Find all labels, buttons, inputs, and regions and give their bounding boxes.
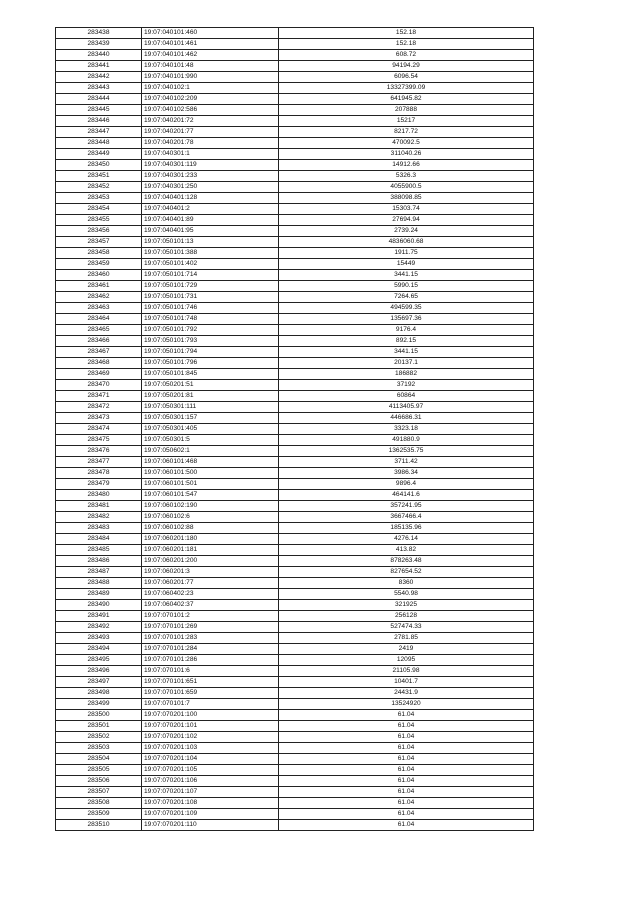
table-row xyxy=(56,523,534,534)
value-cell: 9896.4 xyxy=(279,479,534,490)
row-id-cell: 283443 xyxy=(56,83,142,94)
row-id-cell: 283501 xyxy=(56,721,142,732)
table-row xyxy=(56,281,534,292)
value-cell: 321925 xyxy=(279,600,534,611)
row-id-cell: 283506 xyxy=(56,776,142,787)
table-row xyxy=(56,534,534,545)
cadastral-number-cell: 19:07:060101:501 xyxy=(142,479,279,490)
value-cell: 61.04 xyxy=(279,710,534,721)
value-cell: 61.04 xyxy=(279,732,534,743)
row-id-cell: 283488 xyxy=(56,578,142,589)
cadastral-number-cell: 19:07:070101:6 xyxy=(142,666,279,677)
value-cell: 470092.5 xyxy=(279,138,534,149)
cadastral-number-cell: 19:07:050101:794 xyxy=(142,347,279,358)
table-row xyxy=(56,446,534,457)
table-row xyxy=(56,611,534,622)
table-row xyxy=(56,226,534,237)
table-row xyxy=(56,391,534,402)
value-cell: 4113405.97 xyxy=(279,402,534,413)
row-id-cell: 283509 xyxy=(56,809,142,820)
cadastral-number-cell: 19:07:050101:731 xyxy=(142,292,279,303)
row-id-cell: 283456 xyxy=(56,226,142,237)
row-id-cell: 283492 xyxy=(56,622,142,633)
value-cell: 527474.33 xyxy=(279,622,534,633)
cadastral-number-cell: 19:07:040101:462 xyxy=(142,50,279,61)
row-id-cell: 283481 xyxy=(56,501,142,512)
row-id-cell: 283465 xyxy=(56,325,142,336)
cadastral-number-cell: 19:07:070101:284 xyxy=(142,644,279,655)
table-row xyxy=(56,820,534,831)
value-cell: 61.04 xyxy=(279,787,534,798)
table-row xyxy=(56,578,534,589)
table-row xyxy=(56,50,534,61)
row-id-cell: 283473 xyxy=(56,413,142,424)
value-cell: 13327399.09 xyxy=(279,83,534,94)
cadastral-number-cell: 19:07:050101:796 xyxy=(142,358,279,369)
table-row xyxy=(56,303,534,314)
table-row xyxy=(56,28,534,39)
value-cell: 311040.26 xyxy=(279,149,534,160)
table-row xyxy=(56,457,534,468)
cadastral-number-cell: 19:07:040401:95 xyxy=(142,226,279,237)
cadastral-number-cell: 19:07:050101:402 xyxy=(142,259,279,270)
table-row xyxy=(56,160,534,171)
value-cell: 878263.48 xyxy=(279,556,534,567)
table-row xyxy=(56,171,534,182)
value-cell: 61.04 xyxy=(279,776,534,787)
row-id-cell: 283508 xyxy=(56,798,142,809)
cadastral-number-cell: 19:07:040301:1 xyxy=(142,149,279,160)
cadastral-number-cell: 19:07:070201:105 xyxy=(142,765,279,776)
row-id-cell: 283485 xyxy=(56,545,142,556)
row-id-cell: 283467 xyxy=(56,347,142,358)
cadastral-number-cell: 19:07:070101:286 xyxy=(142,655,279,666)
row-id-cell: 283482 xyxy=(56,512,142,523)
cadastral-number-cell: 19:07:070101:7 xyxy=(142,699,279,710)
table-row xyxy=(56,556,534,567)
value-cell: 135697.36 xyxy=(279,314,534,325)
row-id-cell: 283495 xyxy=(56,655,142,666)
cadastral-number-cell: 19:07:070201:108 xyxy=(142,798,279,809)
table-row xyxy=(56,182,534,193)
value-cell: 2781.85 xyxy=(279,633,534,644)
cadastral-number-cell: 19:07:070201:103 xyxy=(142,743,279,754)
row-id-cell: 283505 xyxy=(56,765,142,776)
row-id-cell: 283491 xyxy=(56,611,142,622)
row-id-cell: 283483 xyxy=(56,523,142,534)
cadastral-number-cell: 19:07:040102:586 xyxy=(142,105,279,116)
table-row xyxy=(56,39,534,50)
row-id-cell: 283507 xyxy=(56,787,142,798)
cadastral-number-cell: 19:07:060101:547 xyxy=(142,490,279,501)
value-cell: 61.04 xyxy=(279,820,534,831)
row-id-cell: 283472 xyxy=(56,402,142,413)
value-cell: 256128 xyxy=(279,611,534,622)
table-row xyxy=(56,809,534,820)
table-row xyxy=(56,743,534,754)
row-id-cell: 283450 xyxy=(56,160,142,171)
value-cell: 24431.9 xyxy=(279,688,534,699)
table-row xyxy=(56,193,534,204)
cadastral-number-cell: 19:07:050301:405 xyxy=(142,424,279,435)
value-cell: 3441.15 xyxy=(279,270,534,281)
cadastral-number-cell: 19:07:040401:2 xyxy=(142,204,279,215)
row-id-cell: 283477 xyxy=(56,457,142,468)
cadastral-number-cell: 19:07:070201:102 xyxy=(142,732,279,743)
cadastral-number-cell: 19:07:050301:111 xyxy=(142,402,279,413)
row-id-cell: 283455 xyxy=(56,215,142,226)
cadastral-number-cell: 19:07:050101:792 xyxy=(142,325,279,336)
cadastral-number-cell: 19:07:040401:89 xyxy=(142,215,279,226)
row-id-cell: 283478 xyxy=(56,468,142,479)
value-cell: 61.04 xyxy=(279,765,534,776)
table-row xyxy=(56,237,534,248)
value-cell: 185135.96 xyxy=(279,523,534,534)
row-id-cell: 283453 xyxy=(56,193,142,204)
table-row xyxy=(56,204,534,215)
value-cell: 37192 xyxy=(279,380,534,391)
value-cell: 14912.66 xyxy=(279,160,534,171)
table-row xyxy=(56,644,534,655)
value-cell: 3667466.4 xyxy=(279,512,534,523)
table-row xyxy=(56,215,534,226)
cadastral-number-cell: 19:07:050101:714 xyxy=(142,270,279,281)
value-cell: 15217 xyxy=(279,116,534,127)
cadastral-number-cell: 19:07:060201:181 xyxy=(142,545,279,556)
table-row xyxy=(56,336,534,347)
value-cell: 3711.42 xyxy=(279,457,534,468)
row-id-cell: 283479 xyxy=(56,479,142,490)
cadastral-number-cell: 19:07:040301:119 xyxy=(142,160,279,171)
value-cell: 464141.6 xyxy=(279,490,534,501)
value-cell: 357241.95 xyxy=(279,501,534,512)
value-cell: 1911.75 xyxy=(279,248,534,259)
value-cell: 2739.24 xyxy=(279,226,534,237)
table-row xyxy=(56,479,534,490)
value-cell: 8360 xyxy=(279,578,534,589)
table-row xyxy=(56,248,534,259)
table-row xyxy=(56,292,534,303)
table-row xyxy=(56,501,534,512)
cadastral-number-cell: 19:07:050301:5 xyxy=(142,435,279,446)
row-id-cell: 283441 xyxy=(56,61,142,72)
value-cell: 446686.31 xyxy=(279,413,534,424)
value-cell: 7264.65 xyxy=(279,292,534,303)
cadastral-number-cell: 19:07:050101:729 xyxy=(142,281,279,292)
table-row xyxy=(56,622,534,633)
cadastral-number-cell: 19:07:040201:72 xyxy=(142,116,279,127)
row-id-cell: 283484 xyxy=(56,534,142,545)
value-cell: 61.04 xyxy=(279,798,534,809)
value-cell: 827654.52 xyxy=(279,567,534,578)
table-row xyxy=(56,710,534,721)
cadastral-number-cell: 19:07:040301:233 xyxy=(142,171,279,182)
row-id-cell: 283462 xyxy=(56,292,142,303)
cadastral-number-cell: 19:07:070101:283 xyxy=(142,633,279,644)
row-id-cell: 283480 xyxy=(56,490,142,501)
cadastral-number-cell: 19:07:050101:388 xyxy=(142,248,279,259)
row-id-cell: 283490 xyxy=(56,600,142,611)
table-row xyxy=(56,314,534,325)
cadastral-number-cell: 19:07:050101:793 xyxy=(142,336,279,347)
value-cell: 186882 xyxy=(279,369,534,380)
row-id-cell: 283454 xyxy=(56,204,142,215)
table-row xyxy=(56,325,534,336)
row-id-cell: 283464 xyxy=(56,314,142,325)
value-cell: 4055900.5 xyxy=(279,182,534,193)
row-id-cell: 283444 xyxy=(56,94,142,105)
table-row xyxy=(56,688,534,699)
table-row xyxy=(56,765,534,776)
table-row xyxy=(56,72,534,83)
value-cell: 61.04 xyxy=(279,721,534,732)
value-cell: 3323.18 xyxy=(279,424,534,435)
data-table xyxy=(55,27,534,831)
table-row xyxy=(56,468,534,479)
value-cell: 608.72 xyxy=(279,50,534,61)
row-id-cell: 283458 xyxy=(56,248,142,259)
row-id-cell: 283494 xyxy=(56,644,142,655)
table-row xyxy=(56,776,534,787)
value-cell: 494599.35 xyxy=(279,303,534,314)
value-cell: 21105.98 xyxy=(279,666,534,677)
table-row xyxy=(56,149,534,160)
row-id-cell: 283459 xyxy=(56,259,142,270)
table-row xyxy=(56,490,534,501)
cadastral-number-cell: 19:07:050101:746 xyxy=(142,303,279,314)
table-row xyxy=(56,380,534,391)
row-id-cell: 283470 xyxy=(56,380,142,391)
cadastral-number-cell: 19:07:050301:157 xyxy=(142,413,279,424)
row-id-cell: 283498 xyxy=(56,688,142,699)
table-row xyxy=(56,347,534,358)
row-id-cell: 283438 xyxy=(56,28,142,39)
cadastral-number-cell: 19:07:040401:128 xyxy=(142,193,279,204)
value-cell: 60864 xyxy=(279,391,534,402)
row-id-cell: 283452 xyxy=(56,182,142,193)
cadastral-number-cell: 19:07:040102:1 xyxy=(142,83,279,94)
cadastral-number-cell: 19:07:050101:13 xyxy=(142,237,279,248)
table-row xyxy=(56,424,534,435)
row-id-cell: 283510 xyxy=(56,820,142,831)
cadastral-number-cell: 19:07:040101:460 xyxy=(142,28,279,39)
table-row xyxy=(56,369,534,380)
table-row xyxy=(56,677,534,688)
cadastral-number-cell: 19:07:060402:23 xyxy=(142,589,279,600)
cadastral-number-cell: 19:07:060102:190 xyxy=(142,501,279,512)
cadastral-number-cell: 19:07:060402:37 xyxy=(142,600,279,611)
table-row xyxy=(56,402,534,413)
value-cell: 641945.82 xyxy=(279,94,534,105)
table-row xyxy=(56,787,534,798)
table-row xyxy=(56,127,534,138)
row-id-cell: 283476 xyxy=(56,446,142,457)
table-row xyxy=(56,138,534,149)
row-id-cell: 283471 xyxy=(56,391,142,402)
cadastral-number-cell: 19:07:050101:845 xyxy=(142,369,279,380)
table-row xyxy=(56,545,534,556)
table-row xyxy=(56,105,534,116)
row-id-cell: 283446 xyxy=(56,116,142,127)
cadastral-number-cell: 19:07:040201:77 xyxy=(142,127,279,138)
table-row xyxy=(56,94,534,105)
row-id-cell: 283466 xyxy=(56,336,142,347)
cadastral-number-cell: 19:07:060201:180 xyxy=(142,534,279,545)
value-cell: 15449 xyxy=(279,259,534,270)
cadastral-number-cell: 19:07:040201:78 xyxy=(142,138,279,149)
cadastral-number-cell: 19:07:070201:100 xyxy=(142,710,279,721)
table-row xyxy=(56,666,534,677)
value-cell: 3441.15 xyxy=(279,347,534,358)
table-row xyxy=(56,754,534,765)
row-id-cell: 283439 xyxy=(56,39,142,50)
cadastral-number-cell: 19:07:040101:461 xyxy=(142,39,279,50)
cadastral-number-cell: 19:07:050602:1 xyxy=(142,446,279,457)
row-id-cell: 283475 xyxy=(56,435,142,446)
value-cell: 152.18 xyxy=(279,39,534,50)
value-cell: 13524920 xyxy=(279,699,534,710)
value-cell: 5326.3 xyxy=(279,171,534,182)
cadastral-number-cell: 19:07:060201:77 xyxy=(142,578,279,589)
row-id-cell: 283489 xyxy=(56,589,142,600)
cadastral-number-cell: 19:07:040102:209 xyxy=(142,94,279,105)
value-cell: 4276.14 xyxy=(279,534,534,545)
table-row xyxy=(56,600,534,611)
row-id-cell: 283469 xyxy=(56,369,142,380)
value-cell: 61.04 xyxy=(279,754,534,765)
cadastral-number-cell: 19:07:060201:3 xyxy=(142,567,279,578)
table-row xyxy=(56,721,534,732)
cadastral-number-cell: 19:07:070101:659 xyxy=(142,688,279,699)
cadastral-number-cell: 19:07:070101:2 xyxy=(142,611,279,622)
cadastral-number-cell: 19:07:060102:88 xyxy=(142,523,279,534)
cadastral-number-cell: 19:07:040301:250 xyxy=(142,182,279,193)
value-cell: 5540.98 xyxy=(279,589,534,600)
value-cell: 10401.7 xyxy=(279,677,534,688)
table-row xyxy=(56,270,534,281)
value-cell: 61.04 xyxy=(279,743,534,754)
table-row xyxy=(56,633,534,644)
cadastral-number-cell: 19:07:070101:269 xyxy=(142,622,279,633)
cadastral-number-cell: 19:07:050201:81 xyxy=(142,391,279,402)
row-id-cell: 283440 xyxy=(56,50,142,61)
cadastral-number-cell: 19:07:070201:109 xyxy=(142,809,279,820)
cadastral-number-cell: 19:07:070201:106 xyxy=(142,776,279,787)
table-row xyxy=(56,589,534,600)
cadastral-number-cell: 19:07:040101:990 xyxy=(142,72,279,83)
table-row xyxy=(56,512,534,523)
value-cell: 12095 xyxy=(279,655,534,666)
row-id-cell: 283442 xyxy=(56,72,142,83)
row-id-cell: 283461 xyxy=(56,281,142,292)
cadastral-number-cell: 19:07:070201:104 xyxy=(142,754,279,765)
cadastral-number-cell: 19:07:070201:101 xyxy=(142,721,279,732)
value-cell: 152.18 xyxy=(279,28,534,39)
value-cell: 2419 xyxy=(279,644,534,655)
table-row xyxy=(56,435,534,446)
row-id-cell: 283468 xyxy=(56,358,142,369)
row-id-cell: 283502 xyxy=(56,732,142,743)
row-id-cell: 283474 xyxy=(56,424,142,435)
table-row xyxy=(56,358,534,369)
value-cell: 6096.54 xyxy=(279,72,534,83)
cadastral-number-cell: 19:07:060101:468 xyxy=(142,457,279,468)
table-row xyxy=(56,116,534,127)
row-id-cell: 283486 xyxy=(56,556,142,567)
value-cell: 94194.29 xyxy=(279,61,534,72)
row-id-cell: 283500 xyxy=(56,710,142,721)
cadastral-number-cell: 19:07:040101:48 xyxy=(142,61,279,72)
value-cell: 20137.1 xyxy=(279,358,534,369)
row-id-cell: 283463 xyxy=(56,303,142,314)
value-cell: 27694.94 xyxy=(279,215,534,226)
value-cell: 3986.34 xyxy=(279,468,534,479)
cadastral-number-cell: 19:07:060102:6 xyxy=(142,512,279,523)
row-id-cell: 283449 xyxy=(56,149,142,160)
value-cell: 15303.74 xyxy=(279,204,534,215)
table-row xyxy=(56,732,534,743)
cadastral-number-cell: 19:07:070201:110 xyxy=(142,820,279,831)
table-row xyxy=(56,83,534,94)
table-row xyxy=(56,798,534,809)
table-row xyxy=(56,699,534,710)
value-cell: 9176.4 xyxy=(279,325,534,336)
row-id-cell: 283460 xyxy=(56,270,142,281)
cadastral-number-cell: 19:07:050101:748 xyxy=(142,314,279,325)
table-row xyxy=(56,413,534,424)
value-cell: 491880.9 xyxy=(279,435,534,446)
cadastral-number-cell: 19:07:070201:107 xyxy=(142,787,279,798)
value-cell: 892.15 xyxy=(279,336,534,347)
row-id-cell: 283499 xyxy=(56,699,142,710)
cadastral-number-cell: 19:07:070101:651 xyxy=(142,677,279,688)
row-id-cell: 283503 xyxy=(56,743,142,754)
row-id-cell: 283451 xyxy=(56,171,142,182)
table-row xyxy=(56,61,534,72)
row-id-cell: 283504 xyxy=(56,754,142,765)
row-id-cell: 283445 xyxy=(56,105,142,116)
cadastral-number-cell: 19:07:060201:200 xyxy=(142,556,279,567)
row-id-cell: 283497 xyxy=(56,677,142,688)
row-id-cell: 283447 xyxy=(56,127,142,138)
value-cell: 413.82 xyxy=(279,545,534,556)
row-id-cell: 283496 xyxy=(56,666,142,677)
table-row xyxy=(56,259,534,270)
row-id-cell: 283493 xyxy=(56,633,142,644)
row-id-cell: 283457 xyxy=(56,237,142,248)
value-cell: 388098.85 xyxy=(279,193,534,204)
value-cell: 61.04 xyxy=(279,809,534,820)
table-row xyxy=(56,567,534,578)
value-cell: 207888 xyxy=(279,105,534,116)
row-id-cell: 283448 xyxy=(56,138,142,149)
value-cell: 1362535.75 xyxy=(279,446,534,457)
value-cell: 8217.72 xyxy=(279,127,534,138)
row-id-cell: 283487 xyxy=(56,567,142,578)
value-cell: 5990.15 xyxy=(279,281,534,292)
cadastral-number-cell: 19:07:060101:500 xyxy=(142,468,279,479)
value-cell: 4836060.68 xyxy=(279,237,534,248)
table-row xyxy=(56,655,534,666)
table-body xyxy=(56,28,534,831)
cadastral-number-cell: 19:07:050201:51 xyxy=(142,380,279,391)
